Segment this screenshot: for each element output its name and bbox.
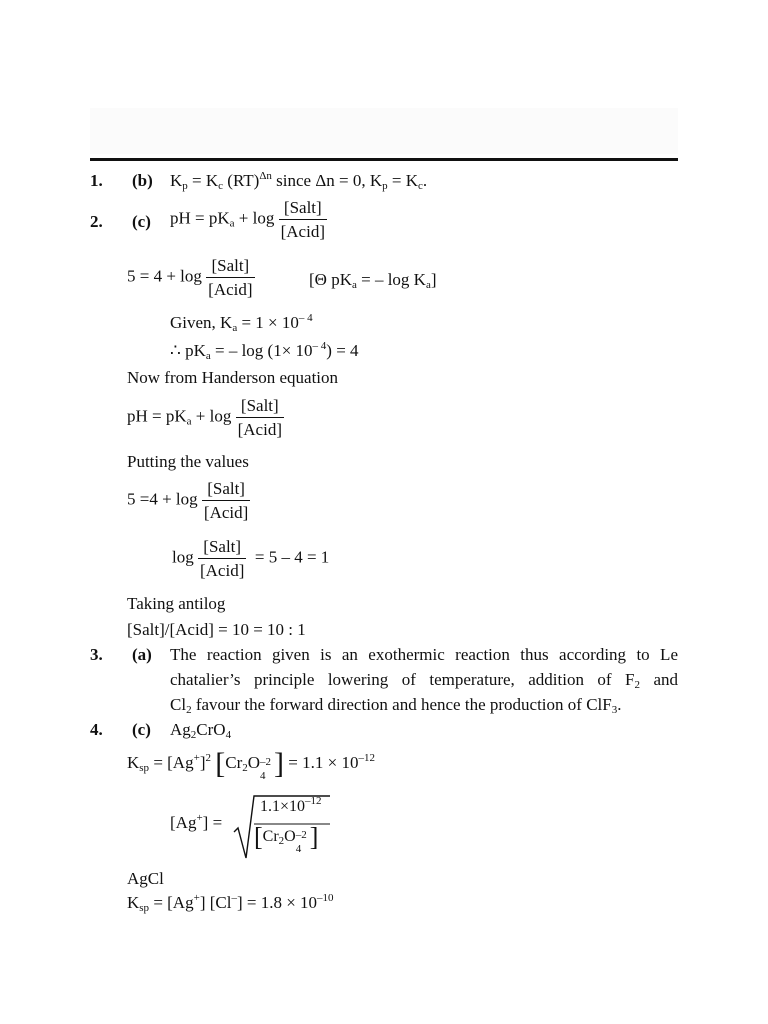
q2-putting-values: Putting the values (127, 452, 249, 471)
header-rule (90, 158, 678, 161)
q2-option: (c) (132, 212, 151, 231)
q3-line-2: chatalier’s principle lowering of temperature, addition of $F_2$ and (170, 670, 679, 691)
q2-ratio: [Salt]/[Acid] = 10 = 10 : 1 (127, 620, 306, 639)
q3-line-1: The reaction given is an exothermic reaction thus according to Le (170, 645, 678, 664)
q3-line-3: $Cl_2$ favour the forward direction and hence the production of ClF$_3$. (170, 695, 622, 716)
q2-put-equation: 5 =4 + log $\frac{\text{[Salt]}}{\text{[Acid]}}$ (127, 479, 249, 522)
q2-log-result: log $\frac{\text{[Salt]}}{\text{[Acid]}}$ = 5 – 4 = 1 (172, 537, 330, 580)
q2-antilog: Taking antilog (127, 594, 226, 613)
q2-henderson-formula: pH = $pK_a + \log$ $\frac{\text{[Salt]}}{\text{[Acid]}}$ (170, 198, 325, 241)
header-band (90, 108, 678, 154)
q4-sqrt-numerator: $1.1\times 10^{-12}$ (260, 795, 322, 815)
q4-option: (c) (132, 720, 151, 739)
q4-ksp-equation: $K_{sp} = [Ag^+]^2$ [$Cr_2O$ –2 4 ] = $1.1 \times 10^{-12}$ (127, 747, 375, 782)
q2-pka-note: [Θ $pK_a$ = – $\log K_a$] (309, 270, 437, 291)
q4-ag-lhs: [Ag+] = (170, 812, 223, 832)
q2-substitution: 5 = 4 + log $\frac{\text{[Salt]}}{\text{[Acid]}}$ (127, 256, 253, 299)
q1-number: 1. (90, 171, 103, 190)
q2-handerson-heading: Now from Handerson equation (127, 368, 339, 387)
q3-paragraph (170, 642, 678, 717)
q4-sqrt-denominator: [$Cr_2O$ –2 4 ] (254, 822, 319, 855)
salt-acid-fraction: $\frac{\text{[Salt]}}{\text{[Acid]}}$ (208, 256, 253, 299)
q1-equation: $K_p = K_c$ (RT)$^{\Delta n}$ since Δn = 0, $K_p = K_c$. (170, 170, 428, 192)
q3-number: 3. (90, 645, 103, 664)
salt-acid-fraction: $\frac{\text{[Salt]}}{\text{[Acid]}}$ (203, 479, 249, 522)
q2-ph-equation: pH = $pK_a + \log$ $\frac{\text{[Salt]}}{\text{[Acid]}}$ (127, 396, 282, 439)
salt-acid-fraction: $\frac{\text{[Salt]}}{\text{[Acid]}}$ (237, 396, 282, 439)
q2-given: Given, $K_a = 1 \times 10^{- 4}$ (170, 312, 313, 334)
q3-option: (a) (132, 645, 152, 664)
q4-agcl: AgCl (127, 869, 164, 888)
q4-sqrt-expression (170, 792, 332, 862)
salt-acid-fraction: $\frac{\text{[Salt]}}{\text{[Acid]}}$ (280, 198, 325, 241)
q2-number: 2. (90, 212, 103, 231)
q2-therefore: ∴ $pK_a$ = – $\log (1\times 10^{- 4}) = 4$ (170, 340, 359, 362)
salt-acid-fraction: $\frac{\text{[Salt]}}{\text{[Acid]}}$ (199, 537, 245, 580)
q4-compound: $Ag_2CrO_4$ (170, 720, 232, 741)
q4-agcl-ksp: $K_{sp} = [Ag^+] [Cl^-] = 1.8 \times 10^{-10}$ (127, 892, 334, 914)
q4-number: 4. (90, 720, 103, 739)
q1-option: (b) (132, 171, 153, 190)
